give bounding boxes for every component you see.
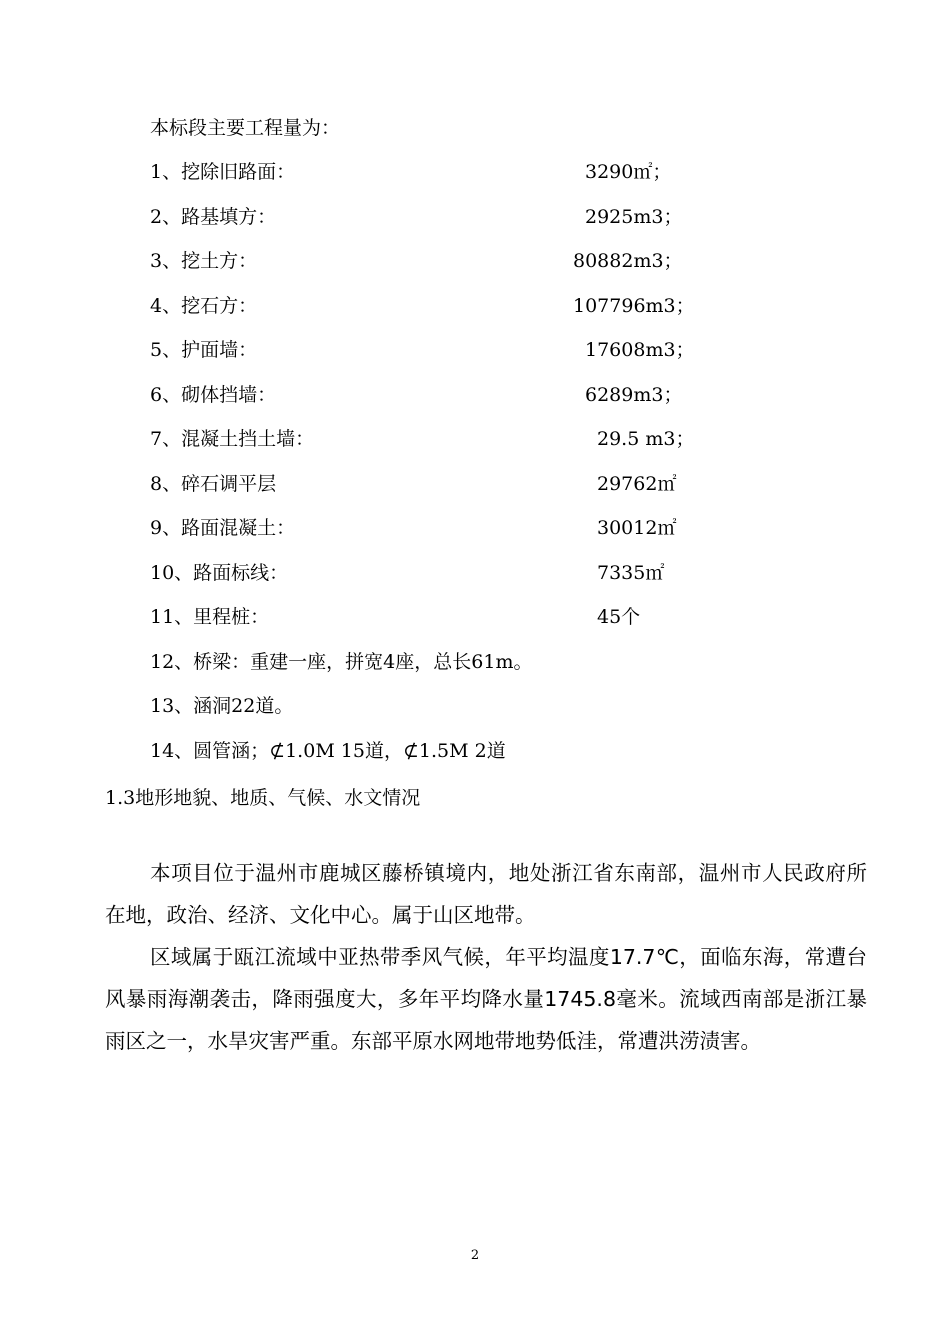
quantity-item [0,514,950,542]
quantity-value: 17608m3； [585,339,695,361]
quantity-item [0,381,950,409]
quantity-value: 29762㎡ [597,473,677,495]
quantity-label: 4、挖石方： [150,295,258,317]
quantity-item [0,692,950,720]
quantity-item [0,648,950,676]
quantity-label: 8、碎石调平层 [150,473,277,495]
section-heading: 1.3地形地貌、地质、气候、水文情况 [105,787,421,809]
body-paragraph: 本项目位于温州市鹿城区藤桥镇境内，地处浙江省东南部，温州市人民政府所在地，政治、经济、文化中心。属于山区地带。 [105,861,867,927]
quantity-value: 2925m3； [585,206,683,228]
quantity-item [0,336,950,364]
quantity-label: 7、混凝土挡土墙： [150,428,315,450]
quantity-value: 107796m3； [573,295,695,317]
quantity-label: 9、路面混凝土： [150,517,296,539]
quantity-value: 30012㎡ [597,517,677,539]
quantity-item [0,603,950,631]
quantity-label: 14、圆管涵；⊄1.0M 15道，⊄1.5M 2道 [150,740,506,762]
quantity-item [0,425,950,453]
quantity-value: 6289m3； [585,384,683,406]
quantity-value: 7335㎡ [597,562,665,584]
quantity-value: 3290㎡； [585,161,672,183]
quantity-label: 10、路面标线： [150,562,289,584]
quantity-label: 5、护面墙： [150,339,258,361]
quantity-value: 29.5 m3； [597,428,695,450]
quantity-label: 6、砌体挡墙： [150,384,277,406]
quantity-item [0,247,950,275]
quantity-label: 12、桥梁：重建一座，拼宽4座，总长61m。 [150,651,533,673]
quantity-item [0,158,950,186]
quantity-value: 80882m3； [573,250,683,272]
quantities-intro: 本标段主要工程量为： [150,117,341,139]
quantity-label: 1、挖除旧路面： [150,161,296,183]
quantity-label: 11、里程桩： [150,606,270,628]
quantity-label: 13、涵洞22道。 [150,695,294,717]
quantity-item [0,203,950,231]
quantity-label: 3、挖土方： [150,250,258,272]
quantity-item [0,559,950,587]
page-number: 2 [470,1248,480,1263]
quantity-item [0,737,950,765]
quantity-label: 2、路基填方： [150,206,277,228]
quantity-item [0,292,950,320]
body-paragraph: 区域属于瓯江流域中亚热带季风气候，年平均温度17.7℃，面临东海，常遭台风暴雨海潮袭击，降雨强度大，多年平均降水量1745.8毫米。流域西南部是浙江暴雨区之一，水旱灾害严重。东部平原水网地带地势低洼，常遭洪涝渍害。 [105,945,867,1053]
quantity-value: 45个 [597,606,641,628]
quantity-item [0,470,950,498]
